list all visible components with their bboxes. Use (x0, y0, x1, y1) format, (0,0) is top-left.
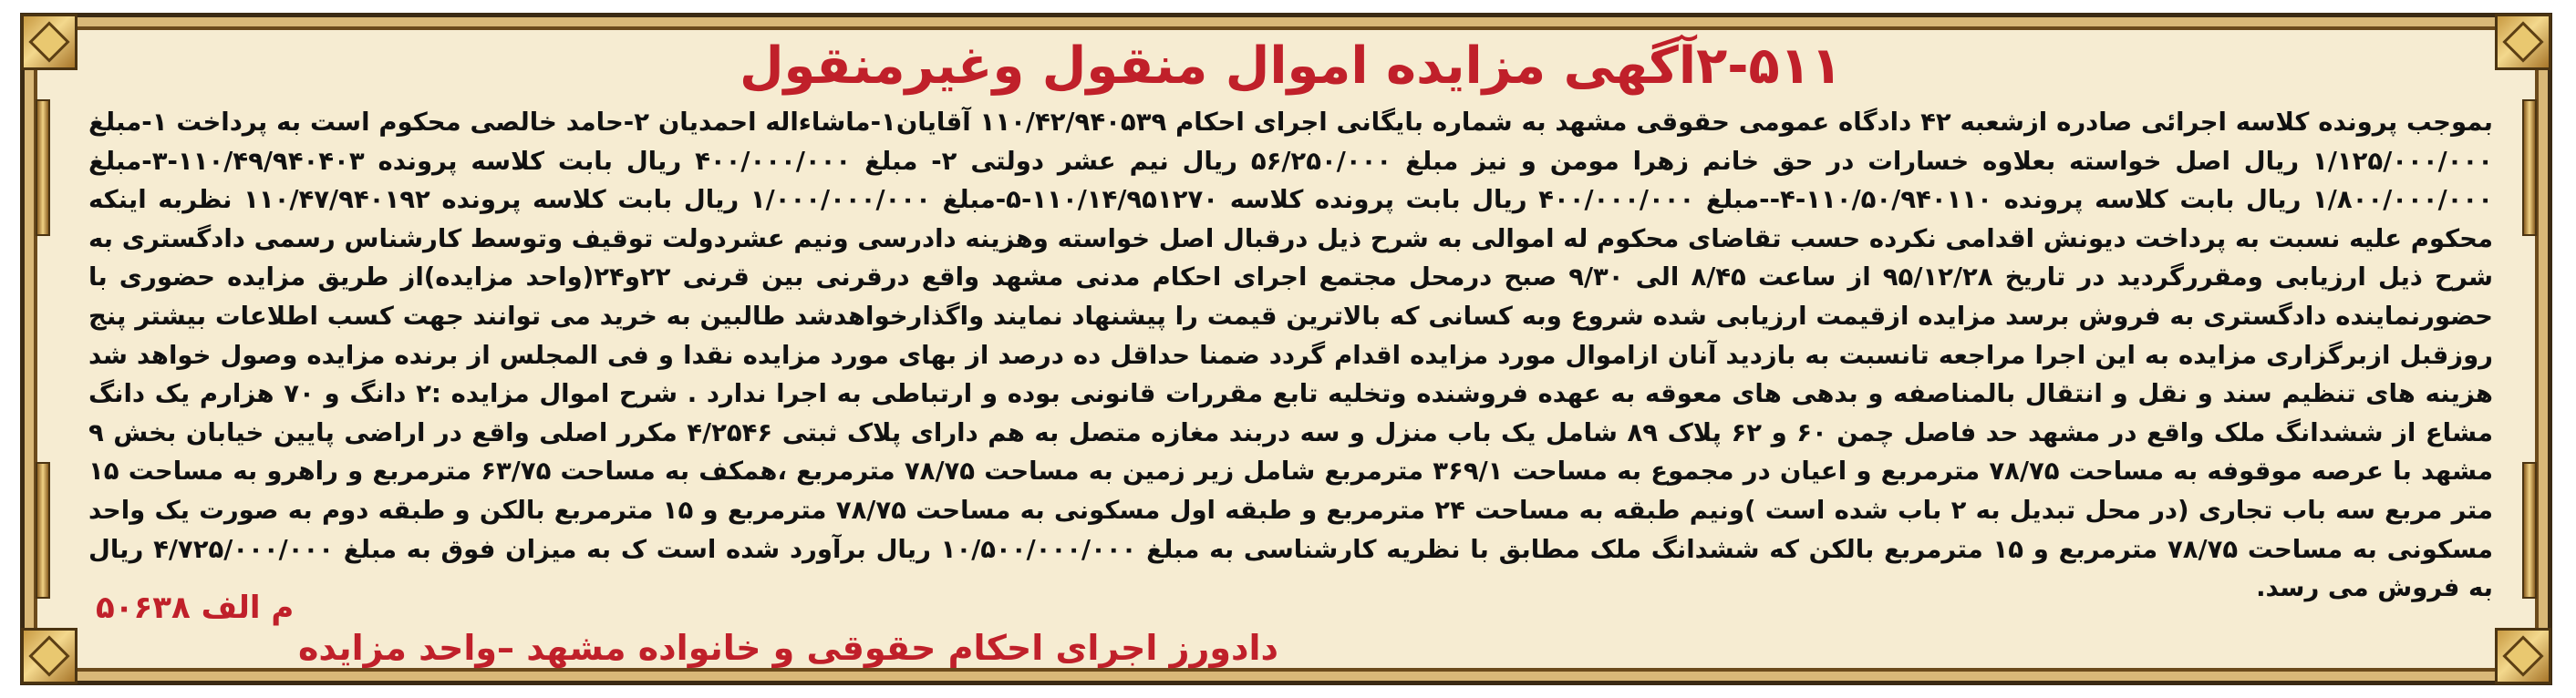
frame-side-ornament (36, 99, 50, 236)
notice-footer (88, 590, 2493, 673)
notice-frame (20, 13, 2552, 685)
notice-signature: دادورز اجرای احکام حقوقی و خانواده مشهد –واحد مزایده (298, 628, 1279, 668)
notice-content (88, 34, 2493, 673)
frame-side-ornament (2522, 99, 2537, 236)
frame-side-ornament (36, 462, 50, 599)
frame-corner-ornament (2495, 14, 2551, 70)
frame-corner-ornament (21, 14, 78, 70)
notice-reference-code: م الف ۵۰۶۳۸ (96, 590, 295, 626)
frame-corner-ornament (21, 628, 78, 684)
notice-body: بموجب پرونده کلاسه اجرائی صادره ازشعبه ۴۲ دادگاه عمومی حقوقی مشهد به شماره بایگانی اجرای احکام ۱۱۰/۴۲/۹۴۰۵۳۹ آقایان۱-ماشاءاله احمدیان ۲-حامد خالصی محکوم است به پرداخت ۱-مبلغ ۱/۱۲۵/۰۰۰/۰۰۰ ریال اصل خواسته بعلاوه خسارات در حق خانم زهرا مومن و نیز مبلغ ۵۶/۲۵۰/۰۰۰ ریال نیم عشر دولتی ۲- مبلغ ۴۰۰/۰۰۰/۰۰۰ ریال بابت کلاسه پرونده ۱۱۰/۴۹/۹۴۰۴۰۳-۳-مبلغ ۱/۸۰۰/۰۰۰/۰۰۰ ریال بابت کلاسه پرونده ۱۱۰/۵۰/۹۴۰۱۱۰-۴--مبلغ ۴۰۰/۰۰۰/۰۰۰ ریال بابت پرونده کلاسه ۱۱۰/۱۴/۹۵۱۲۷۰-۵-مبلغ ۱/۰۰۰/۰۰۰/۰۰۰ ریال بابت کلاسه پرونده ۱۱۰/۴۷/۹۴۰۱۹۲ نظربه اینکه محکوم علیه نسبت به پرداخت دیونش اقدامی نکرده حسب تقاضای محکوم له اموالی به شرح ذیل درقبال اصل خواسته وهزینه دادرسی ونیم عشردولت توقیف وتوسط کارشناس رسمی دادگستری به شرح ذیل ارزیابی ومقررگردید در تاریخ ۹۵/۱۲/۲۸ از ساعت ۸/۴۵ الی ۹/۳۰ صبح درمحل مجتمع اجرای احکام مدنی مشهد واقع درقرنی بین قرنی ۲۲و۲۴(واحد مزایده)از طریق مزایده حضوری با حضورنماینده دادگستری به فروش برسد مزایده ازقیمت ارزیابی شده شروع وبه کسانی که بالاترین قیمت را پیشنهاد نمایند واگذارخواهدشد طالبین به خرید می توانند جهت کسب اطلاعات بیشتر پنج روزقبل ازبرگزاری مزایده به این اجرا مراجعه تانسبت به بازدید آنان ازاموال مورد مزایده اقدام گردد ضمنا حداقل ده درصد از بهای مورد مزایده نقدا و فی المجلس از برنده مزایده وصول خواهد شد هزینه های تنظیم سند و نقل و انتقال بالمناصفه و بدهی های معوقه به عهده فروشنده وتخلیه تابع مقررات قانونی بوده و ارتباطی به اجرا ندارد . شرح اموال مزایده :۲ دانگ و ۷۰ هزارم یک دانگ مشاع از ششدانگ ملک واقع در مشهد حد فاصل چمن ۶۰ و ۶۲ پلاک ۸۹ شامل یک باب منزل و سه دربند مغازه متصل به هم دارای پلاک ثبتی ۴/۲۵۴۶ مکرر اصلی واقع در اراضی پایین خیابان بخش ۹ مشهد با عرصه موقوفه به مساحت ۷۸/۷۵ مترمربع و اعیان در مجموع به مساحت ۳۶۹/۱ مترمربع شامل زیر زمین به مساحت ۷۸/۷۵ مترمربع ،همکف به مساحت ۶۳/۷۵ مترمربع و راهرو به مساحت ۱۵ متر مربع سه باب تجاری (در محل تبدیل به ۲ باب شده است )ونیم طبقه به مساحت ۲۴ مترمربع و طبقه اول مسکونی به مساحت ۷۸/۷۵ مترمربع و ۱۵ مترمربع بالکن و طبقه دوم به صورت یک واحد مسکونی به مساحت ۷۸/۷۵ مترمربع و ۱۵ مترمربع بالکن که ششدانگ ملک مطابق با نظریه کارشناسی به مبلغ ۱۰/۵۰۰/۰۰۰/۰۰۰ ریال برآورد شده است ک به میزان فوق به مبلغ ۴/۷۲۵/۰۰۰/۰۰۰ ریال به فروش می رسد. (88, 108, 2494, 603)
frame-corner-ornament (2495, 628, 2551, 684)
notice-title: ۲-۵۱۱آگهی مزایده اموال منقول وغیرمنقول (739, 36, 1843, 96)
frame-side-ornament (2522, 462, 2537, 599)
